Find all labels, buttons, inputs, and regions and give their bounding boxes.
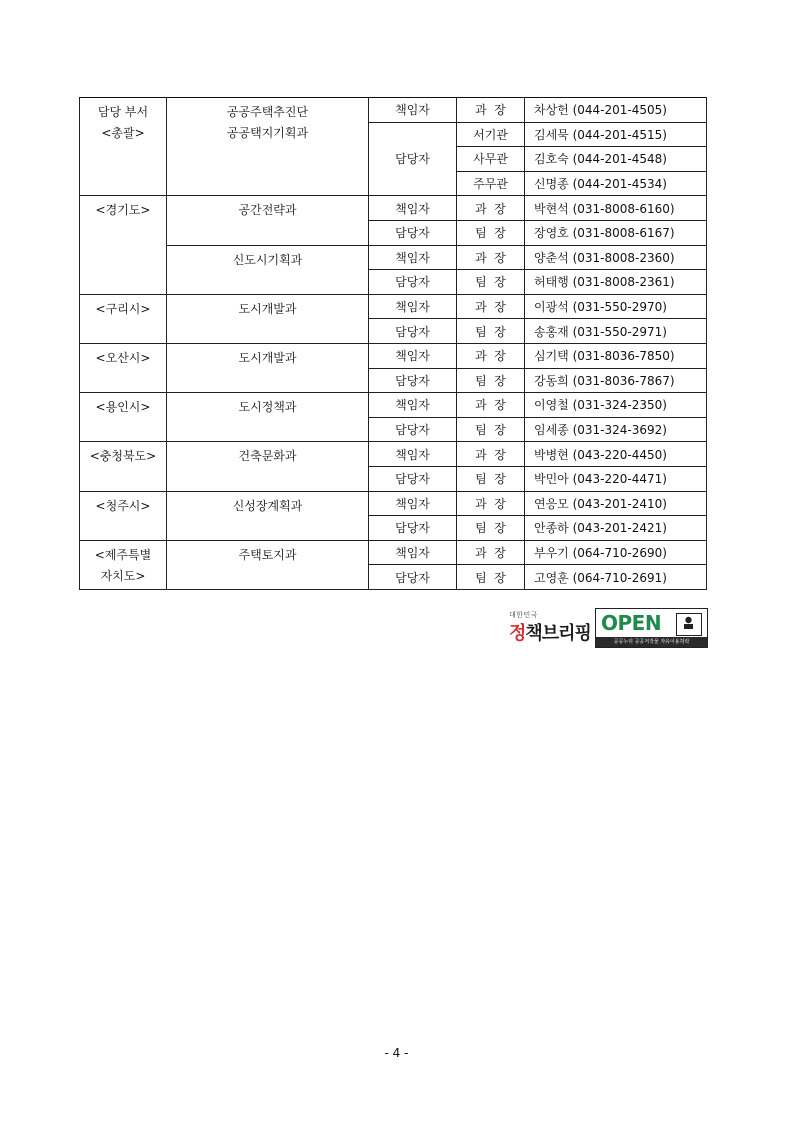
region-label: <오산시>	[95, 350, 151, 365]
region-label: <경기도>	[95, 203, 151, 218]
role-cell: 담당자	[369, 565, 457, 590]
contact-cell: 박병현 (043-220-4450)	[525, 442, 707, 467]
contact-cell: 연응모 (043-201-2410)	[525, 491, 707, 516]
department-cell	[167, 442, 369, 491]
contact-cell: 심기택 (031-8036-7850)	[525, 343, 707, 368]
briefing-logo-text: 정책브리핑	[509, 623, 591, 644]
position-cell: 과 장	[457, 294, 525, 319]
department-cell	[167, 491, 369, 540]
region-cell	[80, 343, 167, 392]
role-cell: 책임자	[369, 294, 457, 319]
department-name: 주택토지과	[238, 547, 297, 562]
role-cell: 담당자	[369, 319, 457, 344]
role-cell: 책임자	[369, 491, 457, 516]
role-cell: 담당자	[369, 220, 457, 245]
position-cell: 과 장	[457, 343, 525, 368]
department-name: 공공주택추진단	[226, 105, 309, 119]
role-cell: 책임자	[369, 540, 457, 565]
table-row	[80, 245, 707, 270]
position-cell: 팀 장	[457, 319, 525, 344]
department-cell	[167, 540, 369, 589]
korea-policy-briefing-logo	[509, 608, 589, 650]
region-label: <구리시>	[95, 301, 151, 316]
region-cell	[80, 98, 167, 196]
department-name: 도시정책과	[238, 400, 297, 415]
table-row	[80, 491, 707, 516]
role-cell: 책임자	[369, 98, 457, 123]
role-cell: 책임자	[369, 343, 457, 368]
contact-cell: 강동희 (031-8036-7867)	[525, 368, 707, 393]
contact-table	[79, 97, 707, 590]
role-cell: 담당자	[369, 122, 457, 196]
position-cell: 주무관	[457, 171, 525, 196]
position-cell: 과 장	[457, 540, 525, 565]
department-cell	[167, 294, 369, 343]
position-cell: 팀 장	[457, 368, 525, 393]
position-cell: 과 장	[457, 196, 525, 221]
region-cell	[80, 491, 167, 540]
contact-cell: 박현석 (031-8008-6160)	[525, 196, 707, 221]
contact-cell: 차상헌 (044-201-4505)	[525, 98, 707, 123]
position-cell: 팀 장	[457, 417, 525, 442]
department-cell	[167, 343, 369, 392]
contact-cell: 이광석 (031-550-2970)	[525, 294, 707, 319]
department-name: 신성장계획과	[232, 498, 303, 513]
department-cell	[167, 196, 369, 245]
role-cell: 담당자	[369, 466, 457, 491]
contact-cell: 고영훈 (064-710-2691)	[525, 565, 707, 590]
region-label: <제주특별	[94, 547, 152, 562]
department-name: 공공택지기획과	[226, 126, 309, 140]
table-row	[80, 98, 707, 123]
briefing-logo-small-text: 대한민국	[509, 611, 539, 619]
department-cell	[167, 393, 369, 442]
logos	[509, 608, 709, 650]
role-cell: 담당자	[369, 270, 457, 295]
region-label: 담당 부서	[97, 105, 149, 119]
kogl-open-logo	[595, 608, 708, 648]
region-label: <충청북도>	[89, 449, 157, 464]
position-cell: 서기관	[457, 122, 525, 147]
contact-cell: 부우기 (064-710-2690)	[525, 540, 707, 565]
open-license-strip: 공공누리 공공저작물 자유이용허락	[596, 637, 707, 647]
region-cell	[80, 442, 167, 491]
contact-cell: 장영호 (031-8008-6167)	[525, 220, 707, 245]
contact-cell: 신명종 (044-201-4534)	[525, 171, 707, 196]
position-cell: 팀 장	[457, 220, 525, 245]
region-label: <총괄>	[101, 126, 145, 140]
attribution-icon	[676, 613, 702, 636]
open-word: OPEN	[601, 611, 662, 635]
region-label: <청주시>	[95, 498, 151, 513]
department-name: 도시개발과	[238, 301, 297, 316]
table-row	[80, 442, 707, 467]
table-row	[80, 196, 707, 221]
role-cell: 책임자	[369, 196, 457, 221]
position-cell: 사무관	[457, 147, 525, 172]
department-name: 공간전략과	[238, 203, 297, 218]
region-cell	[80, 540, 167, 589]
contact-cell: 양춘석 (031-8008-2360)	[525, 245, 707, 270]
contact-cell: 임세종 (031-324-3692)	[525, 417, 707, 442]
contact-cell: 김호숙 (044-201-4548)	[525, 147, 707, 172]
department-name: 건축문화과	[238, 449, 297, 464]
role-cell: 책임자	[369, 245, 457, 270]
contact-cell: 송홍재 (031-550-2971)	[525, 319, 707, 344]
region-cell	[80, 294, 167, 343]
region-label: 자치도>	[100, 568, 146, 583]
department-cell	[167, 245, 369, 294]
position-cell: 팀 장	[457, 270, 525, 295]
region-label: <용인시>	[95, 400, 151, 415]
table-row	[80, 343, 707, 368]
page-number: - 4 -	[384, 1046, 409, 1060]
position-cell: 팀 장	[457, 516, 525, 541]
position-cell: 팀 장	[457, 565, 525, 590]
contact-cell: 박민아 (043-220-4471)	[525, 466, 707, 491]
contact-cell: 허태행 (031-8008-2361)	[525, 270, 707, 295]
department-name: 신도시기획과	[232, 252, 303, 267]
contact-cell: 김세묵 (044-201-4515)	[525, 122, 707, 147]
region-cell	[80, 196, 167, 294]
table-row	[80, 393, 707, 418]
role-cell: 담당자	[369, 368, 457, 393]
department-cell	[167, 98, 369, 196]
contact-cell: 이영철 (031-324-2350)	[525, 393, 707, 418]
region-cell	[80, 393, 167, 442]
table-row	[80, 294, 707, 319]
position-cell: 팀 장	[457, 466, 525, 491]
role-cell: 담당자	[369, 516, 457, 541]
role-cell: 책임자	[369, 442, 457, 467]
position-cell: 과 장	[457, 245, 525, 270]
position-cell: 과 장	[457, 393, 525, 418]
table-row	[80, 540, 707, 565]
contact-cell: 안종하 (043-201-2421)	[525, 516, 707, 541]
position-cell: 과 장	[457, 491, 525, 516]
position-cell: 과 장	[457, 98, 525, 123]
role-cell: 책임자	[369, 393, 457, 418]
role-cell: 담당자	[369, 417, 457, 442]
position-cell: 과 장	[457, 442, 525, 467]
department-name: 도시개발과	[238, 350, 297, 365]
